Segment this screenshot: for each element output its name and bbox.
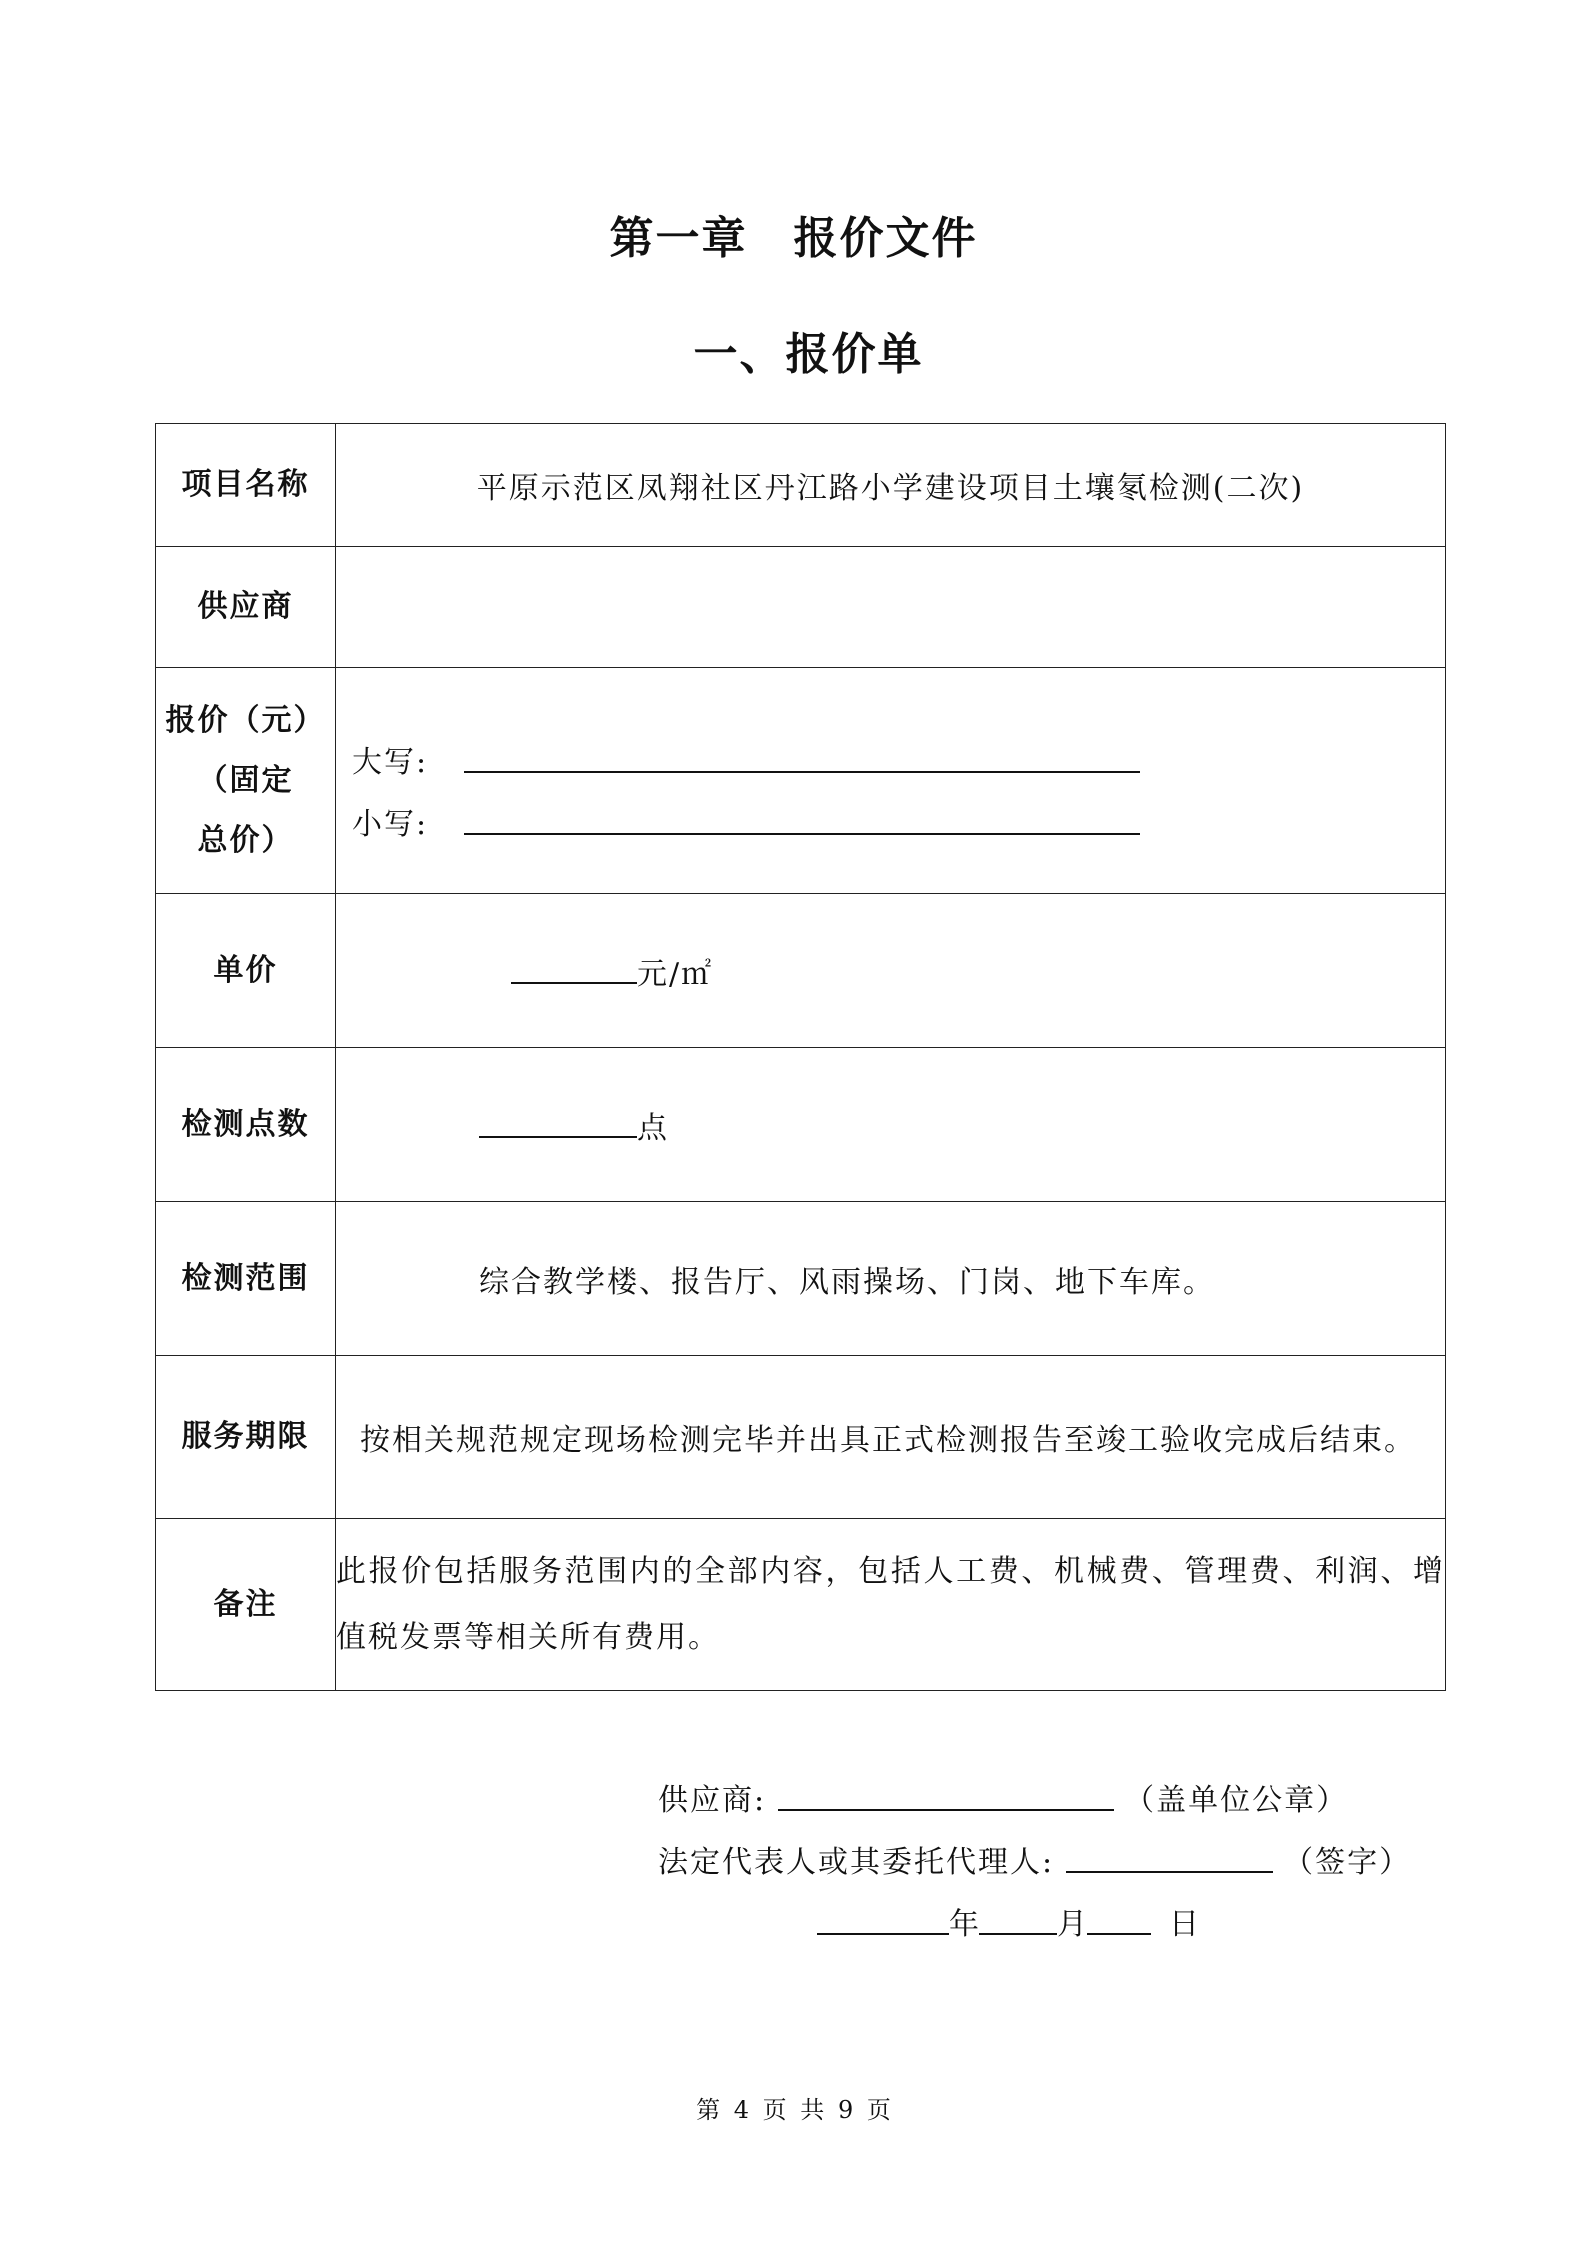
- price-value: [336, 668, 1446, 894]
- price-upper-label: 大写:: [352, 744, 429, 780]
- scope-label: 检测范围: [156, 1202, 336, 1356]
- price-lower-blank[interactable]: [464, 833, 1140, 835]
- remark-label: 备注: [156, 1519, 336, 1691]
- project-name-value: 平原示范区凤翔社区丹江路小学建设项目土壤氡检测(二次): [336, 424, 1446, 547]
- unit-price-value: [336, 894, 1446, 1048]
- unit-price-label: 单价: [156, 894, 336, 1048]
- row-project-name: [156, 424, 1446, 547]
- quote-table: [155, 423, 1446, 1691]
- supplier-sign-row: [658, 1757, 1411, 1819]
- day-blank[interactable]: [1087, 1933, 1151, 1935]
- sign-supplier-note: （盖单位公章）: [1124, 1783, 1349, 1818]
- price-upper-blank[interactable]: [464, 771, 1140, 773]
- supplier-value[interactable]: [336, 547, 1446, 668]
- unit-price-blank[interactable]: [511, 981, 637, 984]
- chapter-title: 第一章 报价文件: [609, 213, 978, 264]
- price-lower-label: 小写:: [352, 806, 429, 842]
- supplier-label: 供应商: [156, 547, 336, 668]
- row-supplier: [156, 547, 1446, 668]
- price-label-line2: （固定: [197, 762, 294, 798]
- day-label: 日: [1169, 1907, 1199, 1942]
- remark-value: 此报价包括服务范围内的全部内容，包括人工费、机械费、管理费、利润、增值税发票等相关所有费用。: [336, 1519, 1446, 1691]
- price-label-line3: 总价）: [197, 822, 294, 858]
- sign-supplier-label: 供应商:: [658, 1783, 767, 1818]
- year-blank[interactable]: [817, 1933, 949, 1935]
- scope-value: [336, 1202, 1446, 1356]
- row-points: [156, 1048, 1446, 1202]
- month-blank[interactable]: [979, 1933, 1057, 1935]
- row-unit-price: [156, 894, 1446, 1048]
- sign-supplier-blank[interactable]: [778, 1809, 1114, 1811]
- scope-text: 综合教学楼、报告厅、风雨操场、门岗、地下车库。: [479, 1264, 1215, 1300]
- points-unit: 点: [637, 1110, 669, 1146]
- sign-rep-blank[interactable]: [1066, 1871, 1273, 1873]
- service-text: 按相关规范规定现场检测完毕并出具正式检测报告至竣工验收完成后结束。: [360, 1423, 1416, 1458]
- section-title: 一、报价单: [693, 329, 924, 380]
- row-remark: [156, 1519, 1446, 1691]
- month-label: 月: [1057, 1907, 1087, 1942]
- project-name-label: 项目名称: [156, 424, 336, 547]
- rep-sign-row: [658, 1819, 1411, 1881]
- page-footer: 第 4 页 共 9 页: [696, 2096, 891, 2124]
- signature-area: [658, 1757, 1411, 1881]
- date-row: [817, 1883, 1199, 1943]
- points-value: [336, 1048, 1446, 1202]
- service-value: [336, 1356, 1446, 1519]
- points-label: 检测点数: [156, 1048, 336, 1202]
- row-scope: [156, 1202, 1446, 1356]
- row-price: [156, 668, 1446, 894]
- points-blank[interactable]: [479, 1135, 637, 1138]
- price-lower-row: [336, 781, 1445, 843]
- price-label: [156, 668, 336, 894]
- service-label: 服务期限: [156, 1356, 336, 1519]
- unit-price-unit: 元/㎡: [637, 956, 714, 992]
- sign-rep-note: （签字）: [1283, 1845, 1412, 1880]
- row-service: [156, 1356, 1446, 1519]
- year-label: 年: [949, 1907, 979, 1942]
- price-upper-row: [336, 719, 1445, 781]
- sign-rep-label: 法定代表人或其委托代理人:: [658, 1845, 1055, 1880]
- price-label-line1: 报价（元）: [165, 702, 326, 738]
